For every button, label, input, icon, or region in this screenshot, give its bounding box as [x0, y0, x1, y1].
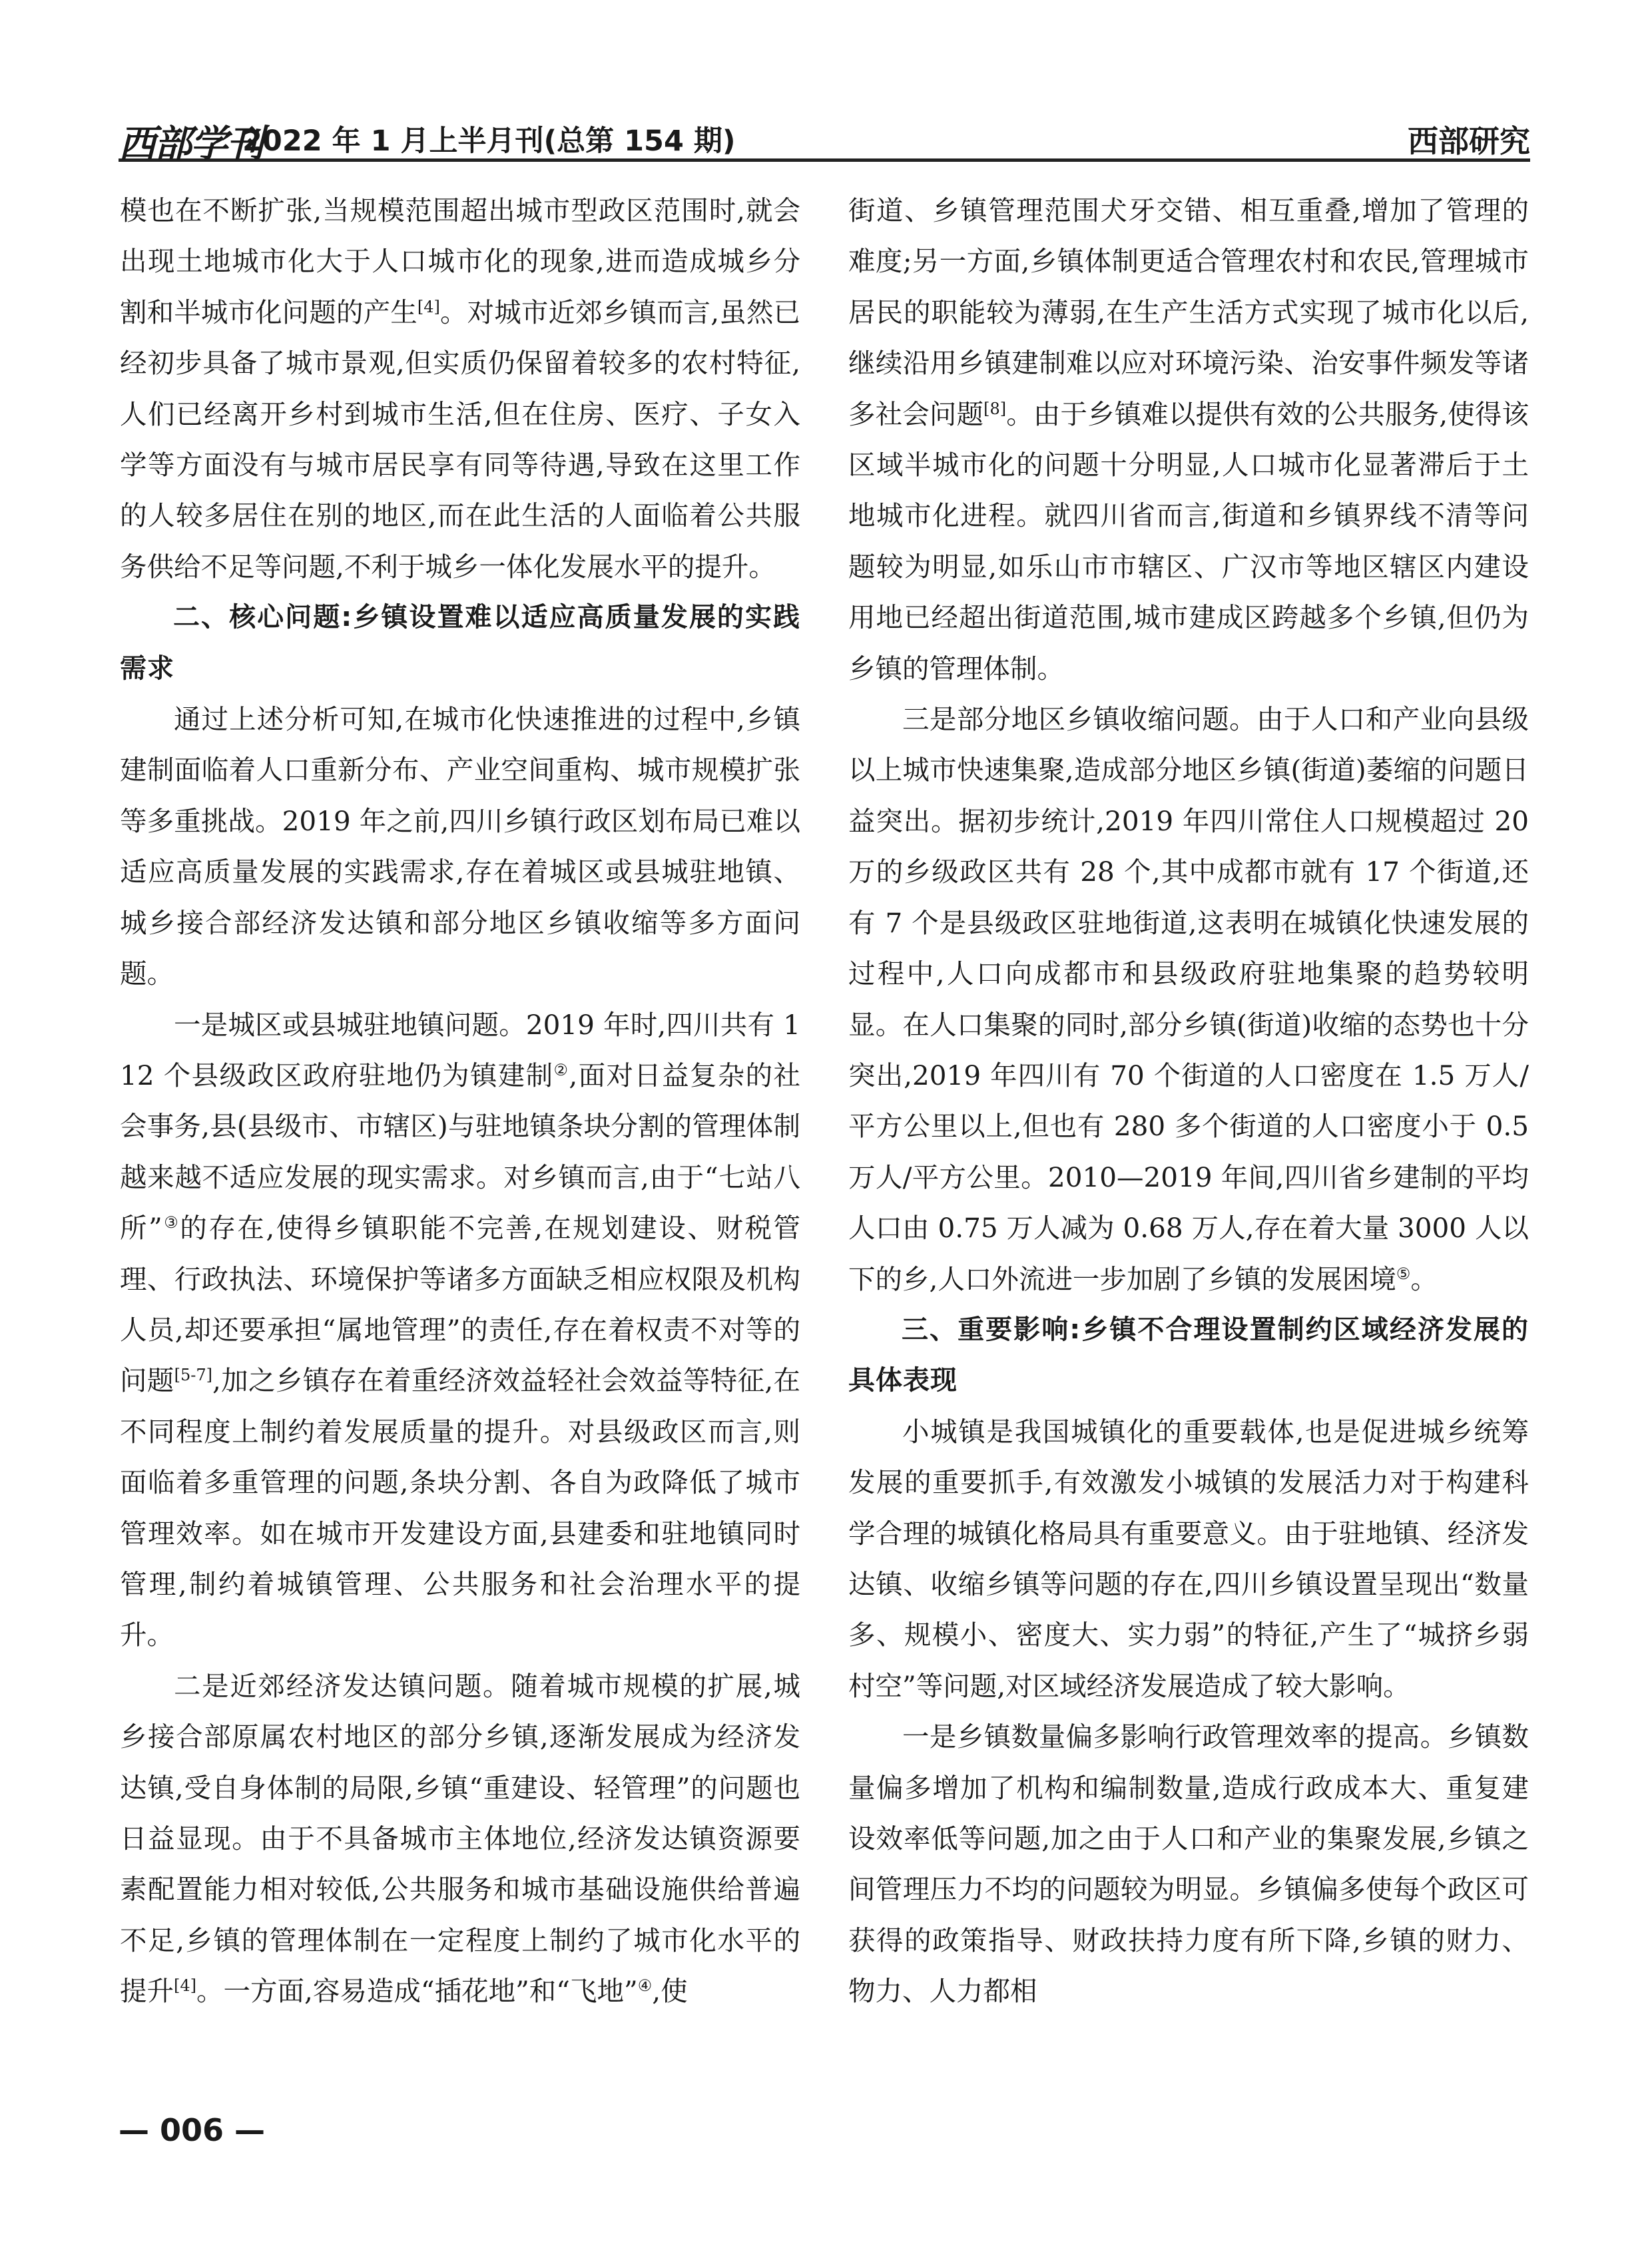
citation-ref: [8]: [983, 399, 1007, 418]
footnote-ref: ⑤: [1396, 1264, 1411, 1283]
paragraph: 街道、乡镇管理范围犬牙交错、相互重叠,增加了管理的难度;另一方面,乡镇体制更适合管理农村和农民,管理城市居民的职能较为薄弱,在生产生活方式实现了城市化以后,继续沿用乡镇建制难以应对环境污染、治安事件频发等诸多社会问题[8]。由于乡镇难以提供有效的公共服务,使得该区域半城市化的问题十分明显,人口城市化显著滞后于土地城市化进程。就四川省而言,街道和乡镇界线不清等问题较为明显,如乐山市市辖区、广汉市等地区辖区内建设用地已经超出街道范围,城市建成区跨越多个乡镇,但仍为乡镇的管理体制。: [848, 194, 1529, 685]
paragraph: 三是部分地区乡镇收缩问题。由于人口和产业向县级以上城市快速集聚,造成部分地区乡镇(街道)萎缩的问题日益突出。据初步统计,2019 年四川常住人口规模超过 20 万的乡级政区共有 28 个,其中成都市就有 17 个街道,还有 7 个是县级政区驻地街道,这表明在城镇化快速发展的过程中,人口向成都市和县级政府驻地集聚的趋势较明显。在人口集聚的同时,部分乡镇(街道)收缩的态势也十分突出,2019 年四川有 70 个街道的人口密度在 1.5 万人/平方公里以上,但也有 280 多个街道的人口密度小于 0.5 万人/平方公里。2010—2019 年间,四川省乡建制的平均人口由 0.75 万人减为 0.68 万人,存在着大量 3000 人以下的乡,人口外流进一步加剧了乡镇的发展困境⑤。: [848, 703, 1529, 1295]
right-column: [848, 185, 1529, 2017]
footnote-ref: ③: [162, 1213, 180, 1233]
paragraph: 模也在不断扩张,当规模范围超出城市型政区范围时,就会出现土地城市化大于人口城市化的现象,进而造成城乡分割和半城市化问题的产生[4]。对城市近郊乡镇而言,虽然已经初步具备了城市景观,但实质仍保留着较多的农村特征,人们已经离开乡村到城市生活,但在住房、医疗、子女入学等方面没有与城市居民享有同等待遇,导致在这里工作的人较多居住在别的地区,而在此生活的人面临着公共服务供给不足等问题,不利于城乡一体化发展水平的提升。: [120, 194, 800, 583]
paragraph: 二是近郊经济发达镇问题。随着城市规模的扩展,城乡接合部原属农村地区的部分乡镇,逐渐发展成为经济发达镇,受自身体制的局限,乡镇“重建设、轻管理”的问题也日益显现。由于不具备城市主体地位,经济发达镇资源要素配置能力相对较低,公共服务和城市基础设施供给普遍不足,乡镇的管理体制在一定程度上制约了城市化水平的提升[4]。一方面,容易造成“插花地”和“飞地”④,使: [120, 1669, 800, 2008]
section-heading: 二、核心问题:乡镇设置难以适应高质量发展的实践需求: [120, 602, 800, 684]
paragraph: 一是城区或县城驻地镇问题。2019 年时,四川共有 112 个县级政区政府驻地仍为镇建制②,面对日益复杂的社会事务,县(县级市、市辖区)与驻地镇条块分割的管理体制越来越不适应发展的现实需求。对乡镇而言,由于“七站八所”③的存在,使得乡镇职能不完善,在规划建设、财税管理、行政执法、环境保护等诸多方面缺乏相应权限及机构人员,却还要承担“属地管理”的责任,存在着权责不对等的问题[5-7],加之乡镇存在着重经济效益轻社会效益等特征,在不同程度上制约着发展质量的提升。对县级政区而言,则面临着多重管理的问题,条块分割、各自为政降低了城市管理效率。如在城市开发建设方面,县建委和驻地镇同时管理,制约着城镇管理、公共服务和社会治理水平的提升。: [120, 1008, 801, 1651]
paragraph: 通过上述分析可知,在城市化快速推进的过程中,乡镇建制面临着人口重新分布、产业空间重构、城市规模扩张等多重挑战。2019 年之前,四川乡镇行政区划布局已难以适应高质量发展的实践需求,存在着城区或县城驻地镇、城乡接合部经济发达镇和部分地区乡镇收缩等多方面问题。: [120, 703, 800, 990]
running-header: [119, 109, 1530, 166]
page-number: — 006 —: [119, 2112, 266, 2148]
issue-info: 2022 年 1 月上半月刊(总第 154 期): [242, 125, 736, 158]
paragraph: 一是乡镇数量偏多影响行政管理效率的提高。乡镇数量偏多增加了机构和编制数量,造成行政成本大、重复建设效率低等问题,加之由于人口和产业的集聚发展,乡镇之间管理压力不均的问题较为明显。乡镇偏多使每个政区可获得的政策指导、财政扶持力度有所下降,乡镇的财力、物力、人力都相: [848, 1721, 1529, 2008]
footnote-ref: ④: [637, 1976, 653, 1996]
footnote-ref: ②: [553, 1060, 569, 1079]
left-column: [120, 185, 800, 2017]
section-title: 西部研究: [1408, 123, 1530, 159]
citation-ref: [4]: [174, 1976, 196, 1996]
citation-ref: [4]: [417, 297, 440, 316]
section-heading: 三、重要影响:乡镇不合理设置制约区域经济发展的具体表现: [848, 1314, 1529, 1396]
journal-logo: 西部学刊: [119, 122, 262, 166]
paragraph: 小城镇是我国城镇化的重要载体,也是促进城乡统筹发展的重要抓手,有效激发小城镇的发展活力对于构建科学合理的城镇化格局具有重要意义。由于驻地镇、经济发达镇、收缩乡镇等问题的存在,四川乡镇设置呈现出“数量多、规模小、密度大、实力弱”的特征,产生了“城挤乡弱村空”等问题,对区域经济发展造成了较大影响。: [848, 1415, 1529, 1702]
citation-ref: [5-7]: [174, 1366, 212, 1385]
